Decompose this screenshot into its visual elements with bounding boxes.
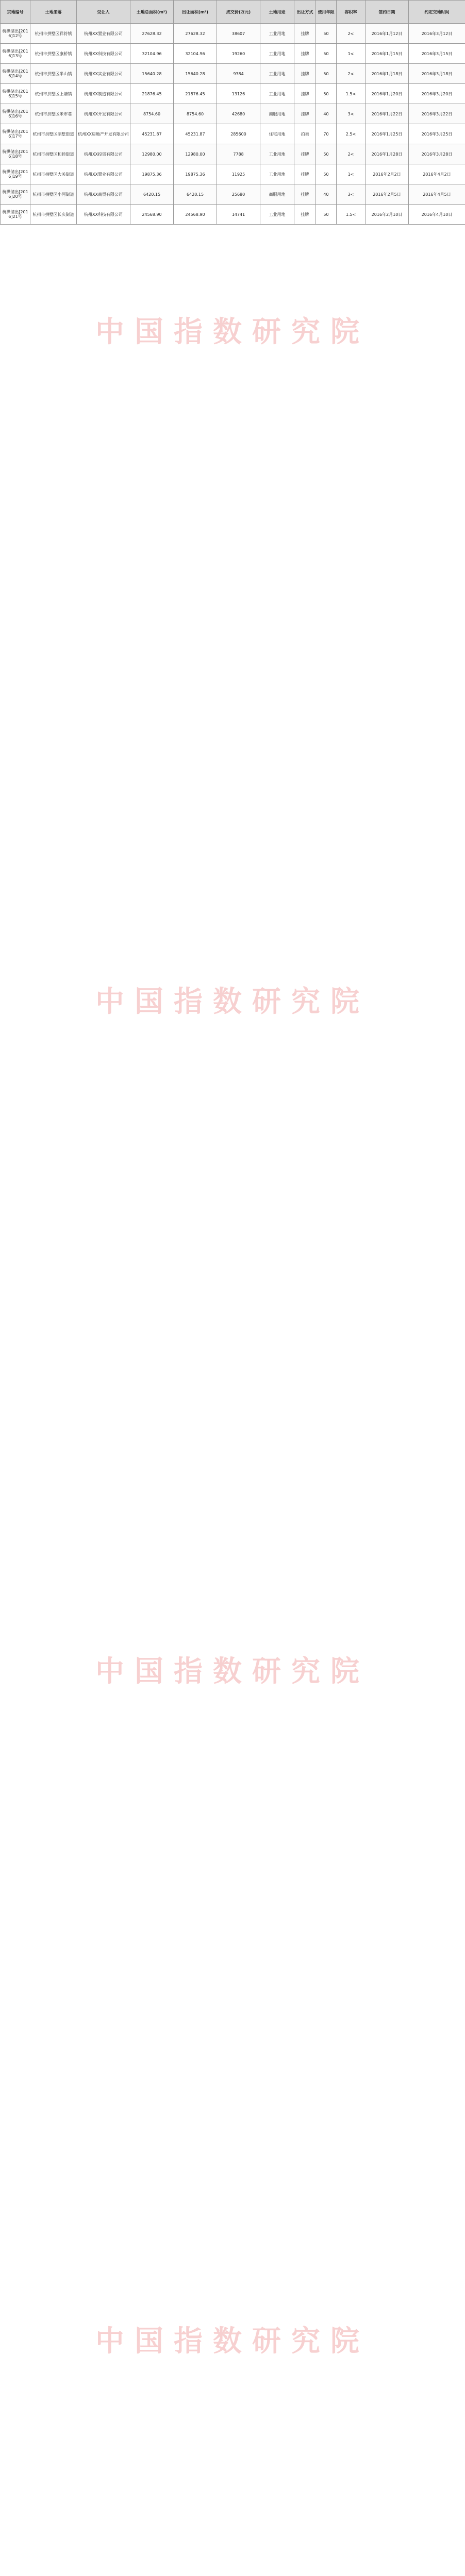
table-cell: 25680 bbox=[217, 184, 260, 205]
column-header: 容积率 bbox=[337, 1, 366, 24]
table-cell: 商服用地 bbox=[260, 104, 294, 124]
table-cell: 13126 bbox=[217, 84, 260, 104]
table-cell: 9384 bbox=[217, 64, 260, 84]
table-cell: 杭州XX科技有限公司 bbox=[77, 205, 130, 225]
table-cell: 40 bbox=[316, 104, 337, 124]
table-cell: 21876.45 bbox=[130, 84, 174, 104]
column-header: 约定交地时间 bbox=[409, 1, 465, 24]
table-cell: 工业用地 bbox=[260, 84, 294, 104]
table-cell: 杭州XX制造有限公司 bbox=[77, 84, 130, 104]
table-cell: 15640.28 bbox=[174, 64, 217, 84]
table-cell: 3< bbox=[337, 104, 366, 124]
table-cell: 杭拱储出[2016]15号 bbox=[1, 84, 30, 104]
table-cell: 工业用地 bbox=[260, 205, 294, 225]
table-cell: 2016年3月12日 bbox=[409, 24, 465, 44]
table-cell: 50 bbox=[316, 84, 337, 104]
table-cell: 2< bbox=[337, 144, 366, 164]
table-row bbox=[1, 184, 465, 205]
table-cell: 杭拱储出[2016]16号 bbox=[1, 104, 30, 124]
table-row bbox=[1, 104, 465, 124]
table-cell: 工业用地 bbox=[260, 64, 294, 84]
table-cell: 杭州XX投资有限公司 bbox=[77, 144, 130, 164]
table-cell: 50 bbox=[316, 205, 337, 225]
table-cell: 杭州市拱墅区半山镇 bbox=[30, 64, 77, 84]
table-cell: 工业用地 bbox=[260, 164, 294, 184]
table-cell: 杭州XX科技有限公司 bbox=[77, 44, 130, 64]
column-header: 成交价(万元) bbox=[217, 1, 260, 24]
table-row bbox=[1, 64, 465, 84]
table-cell: 挂牌 bbox=[294, 144, 316, 164]
table-row bbox=[1, 205, 465, 225]
table-cell: 杭州XX房地产开发有限公司 bbox=[77, 124, 130, 144]
table-cell: 杭州XX置业有限公司 bbox=[77, 164, 130, 184]
table-cell: 杭拱储出[2016]17号 bbox=[1, 124, 30, 144]
table-cell: 挂牌 bbox=[294, 84, 316, 104]
table-cell: 50 bbox=[316, 164, 337, 184]
table-cell: 14741 bbox=[217, 205, 260, 225]
table-cell: 杭州XX实业有限公司 bbox=[77, 64, 130, 84]
column-header: 土地坐落 bbox=[30, 1, 77, 24]
table-cell: 8754.60 bbox=[174, 104, 217, 124]
watermark-text: 中国指数研究院 bbox=[95, 2325, 370, 2358]
table-cell: 2016年3月22日 bbox=[409, 104, 465, 124]
watermark-text: 中国指数研究院 bbox=[95, 985, 370, 1019]
table-cell: 杭州市拱墅区康桥镇 bbox=[30, 44, 77, 64]
watermark-text: 中国指数研究院 bbox=[95, 1655, 370, 1688]
table-cell: 2016年3月18日 bbox=[409, 64, 465, 84]
table-cell: 11925 bbox=[217, 164, 260, 184]
column-header: 土地用途 bbox=[260, 1, 294, 24]
header-row bbox=[1, 1, 465, 24]
column-header: 受让人 bbox=[77, 1, 130, 24]
table-cell: 住宅用地 bbox=[260, 124, 294, 144]
table-row bbox=[1, 164, 465, 184]
table-cell: 50 bbox=[316, 144, 337, 164]
table-cell: 杭州XX商贸有限公司 bbox=[77, 184, 130, 205]
table-row bbox=[1, 24, 465, 44]
table-cell: 24568.90 bbox=[174, 205, 217, 225]
table-cell: 12980.00 bbox=[174, 144, 217, 164]
table-cell: 挂牌 bbox=[294, 164, 316, 184]
table-cell: 2016年2月10日 bbox=[366, 205, 409, 225]
table-cell: 50 bbox=[316, 24, 337, 44]
land-transaction-table bbox=[0, 0, 465, 225]
column-header: 出让方式 bbox=[294, 1, 316, 24]
table-cell: 挂牌 bbox=[294, 64, 316, 84]
column-header: 签约日期 bbox=[366, 1, 409, 24]
table-cell: 40 bbox=[316, 184, 337, 205]
table-cell: 19875.36 bbox=[174, 164, 217, 184]
table-cell: 2016年2月2日 bbox=[366, 164, 409, 184]
table-cell: 2< bbox=[337, 24, 366, 44]
table-cell: 19260 bbox=[217, 44, 260, 64]
column-header: 土地总面积(m²) bbox=[130, 1, 174, 24]
table-cell: 杭州XX开发有限公司 bbox=[77, 104, 130, 124]
table-cell: 24568.90 bbox=[130, 205, 174, 225]
table-cell: 商服用地 bbox=[260, 184, 294, 205]
table-cell: 2016年1月12日 bbox=[366, 24, 409, 44]
column-header: 使用年限 bbox=[316, 1, 337, 24]
table-cell: 2016年4月5日 bbox=[409, 184, 465, 205]
table-cell: 杭拱储出[2016]19号 bbox=[1, 164, 30, 184]
table-cell: 70 bbox=[316, 124, 337, 144]
table-row bbox=[1, 144, 465, 164]
table-row bbox=[1, 84, 465, 104]
table-cell: 1< bbox=[337, 44, 366, 64]
table-header bbox=[1, 1, 465, 24]
table-cell: 27628.32 bbox=[130, 24, 174, 44]
table-cell: 挂牌 bbox=[294, 184, 316, 205]
column-header: 宗地编号 bbox=[1, 1, 30, 24]
table-cell: 工业用地 bbox=[260, 144, 294, 164]
table-cell: 2016年4月2日 bbox=[409, 164, 465, 184]
table-cell: 1.5< bbox=[337, 205, 366, 225]
table-cell: 杭州XX置业有限公司 bbox=[77, 24, 130, 44]
table-cell: 杭州市拱墅区和睦街道 bbox=[30, 144, 77, 164]
table-cell: 2016年1月20日 bbox=[366, 84, 409, 104]
table-cell: 2016年3月15日 bbox=[409, 44, 465, 64]
table-cell: 42680 bbox=[217, 104, 260, 124]
table-cell: 杭州市拱墅区米市巷 bbox=[30, 104, 77, 124]
table-cell: 杭拱储出[2016]14号 bbox=[1, 64, 30, 84]
table-cell: 杭州市拱墅区大关街道 bbox=[30, 164, 77, 184]
column-header: 出让面积(m²) bbox=[174, 1, 217, 24]
table-cell: 2016年1月18日 bbox=[366, 64, 409, 84]
table-cell: 2016年1月25日 bbox=[366, 124, 409, 144]
table-cell: 挂牌 bbox=[294, 205, 316, 225]
table-cell: 杭拱储出[2016]21号 bbox=[1, 205, 30, 225]
table-cell: 2016年3月25日 bbox=[409, 124, 465, 144]
table-cell: 2016年2月5日 bbox=[366, 184, 409, 205]
table-cell: 挂牌 bbox=[294, 104, 316, 124]
table-cell: 杭拱储出[2016]20号 bbox=[1, 184, 30, 205]
table-cell: 杭州市拱墅区湖墅街道 bbox=[30, 124, 77, 144]
table-cell: 2016年3月20日 bbox=[409, 84, 465, 104]
table-cell: 挂牌 bbox=[294, 24, 316, 44]
table-cell: 27628.32 bbox=[174, 24, 217, 44]
table-cell: 工业用地 bbox=[260, 24, 294, 44]
table-cell: 2016年1月28日 bbox=[366, 144, 409, 164]
table-cell: 杭州市拱墅区上塘镇 bbox=[30, 84, 77, 104]
table-cell: 32104.96 bbox=[174, 44, 217, 64]
table-cell: 杭拱储出[2016]12号 bbox=[1, 24, 30, 44]
table-cell: 50 bbox=[316, 44, 337, 64]
table-cell: 50 bbox=[316, 64, 337, 84]
table-cell: 45231.87 bbox=[130, 124, 174, 144]
table-cell: 2016年4月10日 bbox=[409, 205, 465, 225]
table-cell: 6420.15 bbox=[130, 184, 174, 205]
table-cell: 21876.45 bbox=[174, 84, 217, 104]
table-cell: 工业用地 bbox=[260, 44, 294, 64]
table-cell: 3< bbox=[337, 184, 366, 205]
table-cell: 杭州市拱墅区祥符镇 bbox=[30, 24, 77, 44]
watermark-text: 中国指数研究院 bbox=[95, 315, 370, 349]
table-cell: 8754.60 bbox=[130, 104, 174, 124]
table-cell: 15640.28 bbox=[130, 64, 174, 84]
table-cell: 45231.87 bbox=[174, 124, 217, 144]
table-cell: 杭拱储出[2016]13号 bbox=[1, 44, 30, 64]
table-cell: 19875.36 bbox=[130, 164, 174, 184]
table-cell: 6420.15 bbox=[174, 184, 217, 205]
table-row bbox=[1, 44, 465, 64]
table-cell: 7788 bbox=[217, 144, 260, 164]
table-body bbox=[1, 24, 465, 225]
table-cell: 32104.96 bbox=[130, 44, 174, 64]
table-row bbox=[1, 124, 465, 144]
table-cell: 杭州市拱墅区长庆街道 bbox=[30, 205, 77, 225]
table-cell: 拍卖 bbox=[294, 124, 316, 144]
table-cell: 285600 bbox=[217, 124, 260, 144]
table-cell: 38607 bbox=[217, 24, 260, 44]
table-cell: 2.5< bbox=[337, 124, 366, 144]
table-cell: 1.5< bbox=[337, 84, 366, 104]
table-cell: 1< bbox=[337, 164, 366, 184]
table-cell: 2016年3月28日 bbox=[409, 144, 465, 164]
table-cell: 2016年1月15日 bbox=[366, 44, 409, 64]
table-cell: 12980.00 bbox=[130, 144, 174, 164]
table-cell: 2016年1月22日 bbox=[366, 104, 409, 124]
table-cell: 杭州市拱墅区小河街道 bbox=[30, 184, 77, 205]
table-cell: 挂牌 bbox=[294, 44, 316, 64]
table-cell: 2< bbox=[337, 64, 366, 84]
table-cell: 杭拱储出[2016]18号 bbox=[1, 144, 30, 164]
